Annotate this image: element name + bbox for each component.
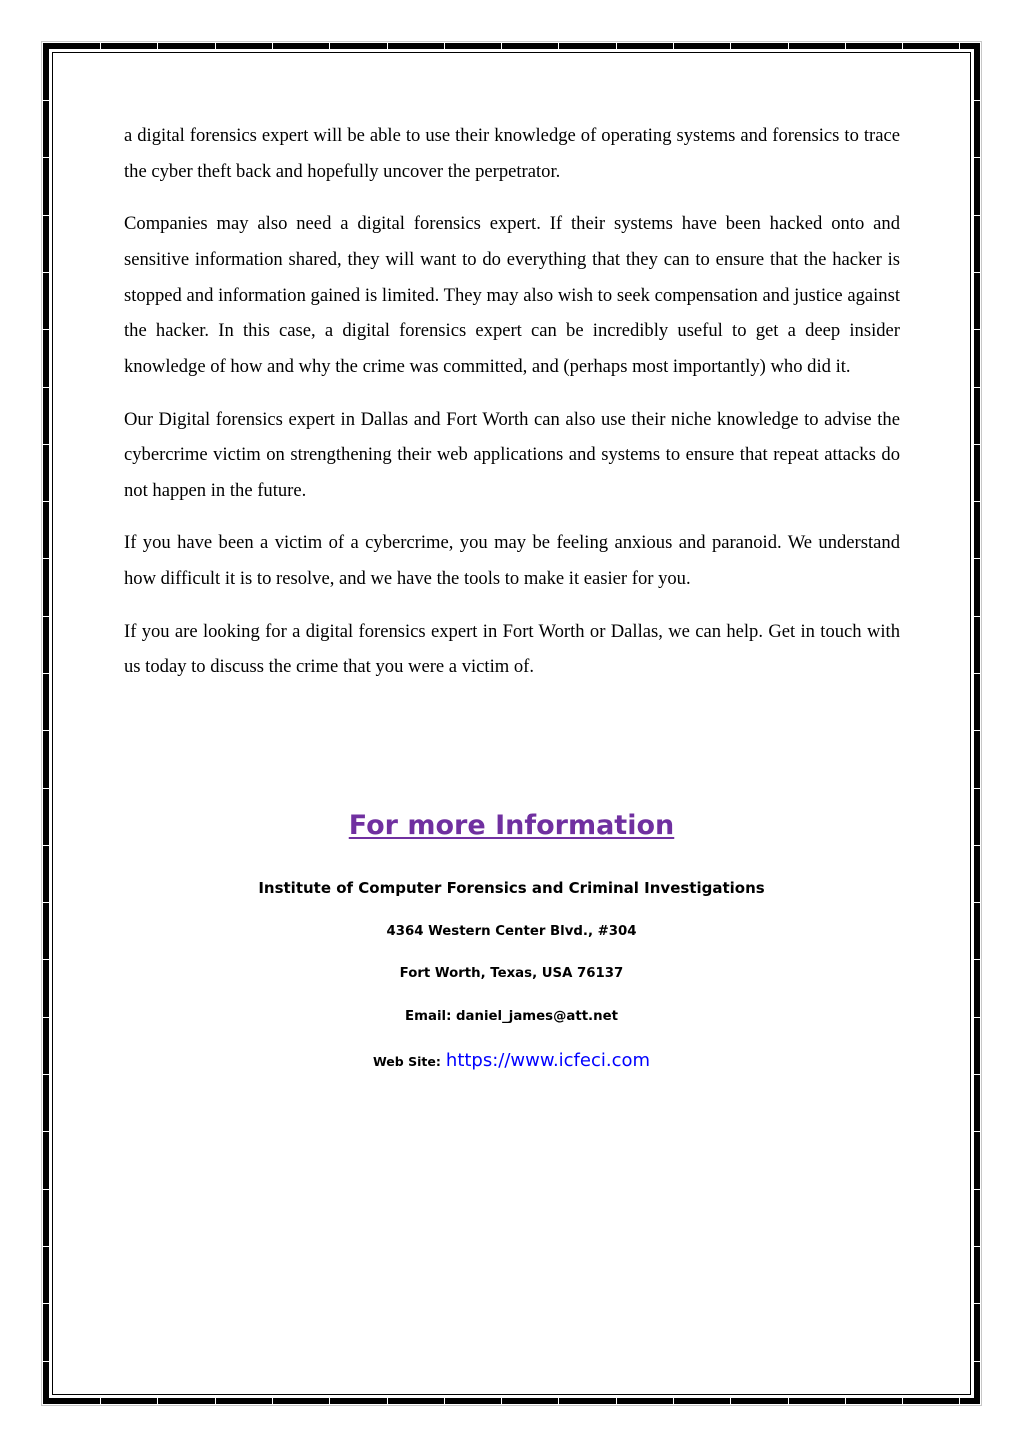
border-tick bbox=[558, 1398, 559, 1404]
paragraph: Companies may also need a digital forensics expert. If their systems have been hacked onto and sensitive information shared, they will want to do everything that they can to ensure that the hacker is stopped and information gained is limited. They may also wish to seek compensation and justice against the hacker. In this case, a digital forensics expert can be incredibly useful to get a deep insider knowledge of how and why the crime was committed, and (perhaps most importantly) who did it. bbox=[124, 213, 900, 378]
border-tick bbox=[329, 1398, 330, 1404]
border-tick bbox=[43, 1131, 49, 1132]
border-tick bbox=[501, 43, 502, 49]
paragraph: If you are looking for a digital forensics expert in Fort Worth or Dallas, we can help. Get in touch with us today to discuss the crime that you were a victim of. bbox=[124, 620, 900, 678]
border-tick bbox=[974, 902, 980, 903]
paragraph: Our Digital forensics expert in Dallas and Fort Worth can also use their niche knowledge to advise the cybercrime victim on strengthening their web applications and systems to ensure that repeat attacks do not happen in the future. bbox=[124, 408, 900, 502]
border-tick bbox=[730, 43, 731, 49]
website-link[interactable]: https://www.icfeci.com bbox=[445, 1050, 651, 1071]
border-tick bbox=[43, 329, 49, 330]
border-tick bbox=[845, 1398, 846, 1404]
border-tick bbox=[974, 959, 980, 960]
border-tick bbox=[974, 1246, 980, 1247]
border-tick bbox=[788, 43, 789, 49]
organization-name: Institute of Computer Forensics and Criminal Investigations bbox=[258, 879, 765, 897]
border-tick bbox=[902, 43, 903, 49]
border-tick bbox=[616, 43, 617, 49]
border-tick bbox=[43, 902, 49, 903]
border-tick bbox=[845, 43, 846, 49]
border-tick bbox=[43, 1017, 49, 1018]
border-tick bbox=[974, 616, 980, 617]
paragraph: a digital forensics expert will be able to use their knowledge of operating systems and forensics to trace the cyber theft back and hopefully uncover the perpetrator. bbox=[124, 125, 900, 182]
border-tick bbox=[272, 43, 273, 49]
border-tick bbox=[43, 1074, 49, 1075]
city-line: Fort Worth, Texas, USA 76137 bbox=[399, 966, 624, 981]
paragraph: If you have been a victim of a cybercrime, you may be feeling anxious and paranoid. We understand how difficult it is to resolve, and we have the tools to make it easier for you. bbox=[124, 532, 900, 590]
border-tick bbox=[974, 157, 980, 158]
border-tick bbox=[974, 673, 980, 674]
border-tick bbox=[157, 43, 158, 49]
border-tick bbox=[902, 1398, 903, 1404]
border-tick bbox=[387, 1398, 388, 1404]
border-tick bbox=[43, 100, 49, 101]
border-tick bbox=[43, 387, 49, 388]
border-tick bbox=[730, 1398, 731, 1404]
border-tick bbox=[43, 157, 49, 158]
website-line bbox=[52, 1050, 971, 1071]
website-label: Web Site: bbox=[372, 1054, 441, 1069]
border-tick bbox=[43, 845, 49, 846]
border-tick bbox=[501, 1398, 502, 1404]
border-tick bbox=[974, 1131, 980, 1132]
border-tick bbox=[974, 788, 980, 789]
border-tick bbox=[43, 959, 49, 960]
border-tick bbox=[100, 1398, 101, 1404]
border-tick bbox=[974, 215, 980, 216]
border-tick bbox=[43, 1303, 49, 1304]
border-tick bbox=[43, 788, 49, 789]
border-tick bbox=[974, 272, 980, 273]
border-tick bbox=[673, 43, 674, 49]
border-tick bbox=[43, 1361, 49, 1362]
more-info-heading: For more Information bbox=[348, 810, 675, 841]
border-tick bbox=[974, 845, 980, 846]
border-tick bbox=[43, 1189, 49, 1190]
border-tick bbox=[444, 43, 445, 49]
border-tick bbox=[215, 1398, 216, 1404]
border-tick bbox=[974, 558, 980, 559]
border-tick bbox=[616, 1398, 617, 1404]
border-tick bbox=[974, 1017, 980, 1018]
border-tick bbox=[100, 43, 101, 49]
border-tick bbox=[974, 1303, 980, 1304]
border-tick bbox=[215, 43, 216, 49]
border-tick bbox=[43, 272, 49, 273]
border-tick bbox=[974, 1074, 980, 1075]
document-body bbox=[124, 118, 900, 702]
border-tick bbox=[974, 444, 980, 445]
border-tick bbox=[43, 501, 49, 502]
border-tick bbox=[387, 43, 388, 49]
border-tick bbox=[43, 730, 49, 731]
border-tick bbox=[444, 1398, 445, 1404]
border-tick bbox=[974, 100, 980, 101]
border-tick bbox=[558, 43, 559, 49]
email-line: Email: daniel_james@att.net bbox=[405, 1009, 618, 1024]
border-tick bbox=[329, 43, 330, 49]
border-tick bbox=[974, 387, 980, 388]
border-tick bbox=[959, 1398, 960, 1404]
border-tick bbox=[272, 1398, 273, 1404]
border-tick bbox=[974, 1189, 980, 1190]
border-tick bbox=[974, 501, 980, 502]
border-tick bbox=[43, 616, 49, 617]
border-tick bbox=[43, 215, 49, 216]
border-tick bbox=[43, 558, 49, 559]
border-tick bbox=[673, 1398, 674, 1404]
border-tick bbox=[43, 673, 49, 674]
border-tick bbox=[788, 1398, 789, 1404]
border-tick bbox=[974, 730, 980, 731]
street-address: 4364 Western Center Blvd., #304 bbox=[386, 924, 637, 939]
border-tick bbox=[974, 1361, 980, 1362]
border-tick bbox=[157, 1398, 158, 1404]
border-tick bbox=[43, 444, 49, 445]
border-tick bbox=[974, 329, 980, 330]
border-tick bbox=[43, 1246, 49, 1247]
border-tick bbox=[959, 43, 960, 49]
